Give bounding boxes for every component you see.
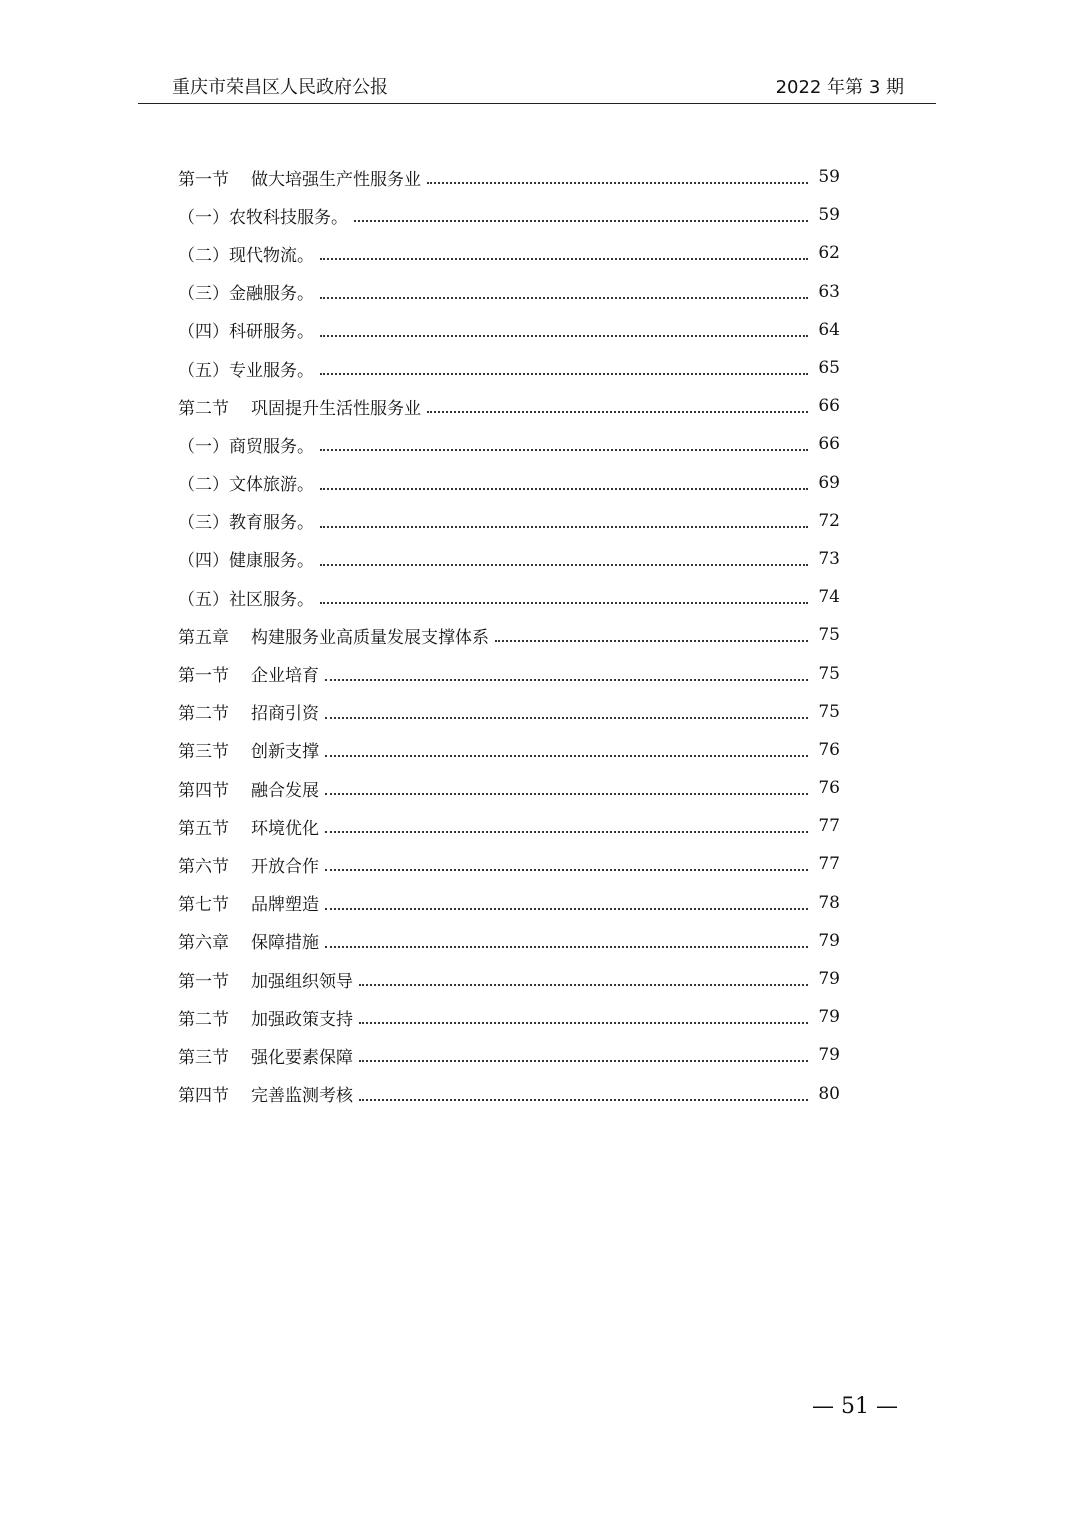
toc-entry[interactable] [178,387,840,425]
dot-leader [325,679,808,681]
toc-entry[interactable] [178,807,840,845]
dot-leader [427,182,808,184]
header-issue: 2022 年第 3 期 [775,77,904,98]
dot-leader [325,755,808,757]
toc-entry[interactable] [178,654,840,692]
toc-entry-label [178,508,314,533]
toc-entry-prefix: 第六章 [178,933,229,954]
dot-leader [325,717,808,719]
toc-entry-title: （五）专业服务。 [178,360,314,381]
toc-entry-prefix: 第一节 [178,169,229,190]
toc-entry-prefix: 第三节 [178,742,229,763]
dot-leader [325,793,808,795]
toc-entry-title: （三）教育服务。 [178,513,314,534]
toc-entry-label [178,203,348,228]
toc-entry-page: 79 [818,969,840,990]
toc-entry-page: 75 [818,663,840,684]
toc-entry-page: 62 [818,243,840,264]
page-number: — 51 — [812,1394,898,1419]
toc-entry-label [178,852,319,877]
toc-entry-page: 66 [818,434,840,455]
toc-entry-page: 77 [818,816,840,837]
toc-entry[interactable] [178,960,840,998]
toc-entry-label [178,737,319,762]
toc-entry-page: 65 [818,358,840,379]
toc-entry[interactable] [178,502,840,540]
toc-entry-label [178,890,319,915]
toc-entry-label [178,546,314,571]
toc-entry-page: 76 [818,778,840,799]
toc-entry-prefix: 第二节 [178,398,229,419]
toc-entry[interactable] [178,464,840,502]
toc-entry-page: 79 [818,930,840,951]
dot-leader [495,640,808,642]
toc-entry-title: （四）健康服务。 [178,551,314,572]
toc-entry-prefix: 第一节 [178,666,229,687]
toc-entry-label [178,661,319,686]
toc-entry-page: 76 [818,739,840,760]
toc-entry-label [178,279,314,304]
toc-entry-label [178,623,489,648]
toc-entry[interactable] [178,196,840,234]
toc-entry-title: （四）科研服务。 [178,322,314,343]
dot-leader [320,488,808,490]
toc-entry-label [178,1005,353,1030]
toc-entry-prefix: 第五节 [178,818,229,839]
header-publication-title: 重庆市荣昌区人民政府公报 [172,77,388,98]
toc-entry-label [178,1081,353,1106]
dot-leader [354,220,808,222]
toc-entry-label [178,241,314,266]
toc-entry-page: 78 [818,892,840,913]
toc-entry-prefix: 第三节 [178,1047,229,1068]
toc-entry[interactable] [178,1075,840,1113]
toc-entry-label [178,317,314,342]
toc-entry[interactable] [178,884,840,922]
toc-entry[interactable] [178,540,840,578]
toc-entry-label [178,585,314,610]
toc-entry-page: 73 [818,548,840,569]
toc-entry-prefix: 第二节 [178,704,229,725]
toc-entry[interactable] [178,769,840,807]
toc-entry[interactable] [178,273,840,311]
toc-entry[interactable] [178,234,840,272]
toc-entry-prefix: 第七节 [178,895,229,916]
toc-entry[interactable] [178,845,840,883]
toc-entry-title: （五）社区服务。 [178,589,314,610]
toc-entry-label [178,699,319,724]
dot-leader [359,1022,808,1024]
toc-entry-page: 63 [818,281,840,302]
toc-entry-label [178,814,319,839]
toc-entry-label [178,967,353,992]
toc-entry-label [178,356,314,381]
header-divider [138,103,936,104]
toc-entry-title: 环境优化 [251,818,319,839]
dot-leader [359,984,808,986]
toc-entry-title: 融合发展 [251,780,319,801]
toc-entry-label [178,928,319,953]
dot-leader [320,335,808,337]
toc-entry[interactable] [178,425,840,463]
toc-entry-prefix: 第二节 [178,1009,229,1030]
toc-entry-prefix: 第六节 [178,856,229,877]
toc-entry[interactable] [178,578,840,616]
toc-entry[interactable] [178,349,840,387]
dot-leader [325,908,808,910]
toc-entry[interactable] [178,311,840,349]
toc-entry-title: （二）文体旅游。 [178,475,314,496]
toc-entry-page: 72 [818,510,840,531]
toc-entry-label [178,470,314,495]
toc-entry-label [178,1043,353,1068]
toc-entry-title: 构建服务业高质量发展支撑体系 [251,627,489,648]
toc-entry-title: 开放合作 [251,856,319,877]
toc-entry-title: 品牌塑造 [251,895,319,916]
toc-entry-title: 招商引资 [251,704,319,725]
dot-leader [359,1060,808,1062]
toc-entry-page: 59 [818,167,840,188]
dot-leader [320,602,808,604]
toc-entry-page: 74 [818,587,840,608]
toc-entry-title: 巩固提升生活性服务业 [251,398,421,419]
dot-leader [320,373,808,375]
toc-entry[interactable] [178,731,840,769]
toc-entry-page: 77 [818,854,840,875]
dot-leader [320,258,808,260]
toc-entry-title: 保障措施 [251,933,319,954]
toc-entry-title: 企业培育 [251,666,319,687]
toc-entry-page: 79 [818,1045,840,1066]
toc-entry[interactable] [178,158,840,196]
toc-entry-page: 59 [818,205,840,226]
dot-leader [359,1099,808,1101]
toc-entry-title: 完善监测考核 [251,1086,353,1107]
toc-entry-title: （三）金融服务。 [178,284,314,305]
dot-leader [325,869,808,871]
toc-entry-label [178,432,314,457]
dot-leader [325,831,808,833]
dot-leader [320,526,808,528]
toc-entry-title: （二）现代物流。 [178,245,314,266]
toc-entry[interactable] [178,998,840,1036]
toc-entry-prefix: 第四节 [178,780,229,801]
toc-entry-title: （一）农牧科技服务。 [178,207,348,228]
dot-leader [427,411,808,413]
toc-entry-label [178,394,421,419]
toc-entry-prefix: 第四节 [178,1086,229,1107]
toc-entry-title: 加强政策支持 [251,1009,353,1030]
toc-entry[interactable] [178,693,840,731]
toc-entry-page: 64 [818,319,840,340]
toc-entry-page: 66 [818,396,840,417]
table-of-contents [178,158,840,1113]
toc-entry-page: 79 [818,1007,840,1028]
dot-leader [320,564,808,566]
dot-leader [320,297,808,299]
toc-entry-title: 加强组织领导 [251,971,353,992]
dot-leader [320,449,808,451]
toc-entry-page: 75 [818,701,840,722]
toc-entry-prefix: 第五章 [178,627,229,648]
toc-entry-label [178,776,319,801]
toc-entry-page: 69 [818,472,840,493]
toc-entry-title: 做大培强生产性服务业 [251,169,421,190]
toc-entry-page: 80 [818,1083,840,1104]
toc-entry-page: 75 [818,625,840,646]
toc-entry[interactable] [178,1036,840,1074]
toc-entry-prefix: 第一节 [178,971,229,992]
dot-leader [325,946,808,948]
toc-entry-label [178,165,421,190]
toc-entry[interactable] [178,616,840,654]
toc-entry[interactable] [178,922,840,960]
toc-entry-title: 强化要素保障 [251,1047,353,1068]
toc-entry-title: 创新支撑 [251,742,319,763]
toc-entry-title: （一）商贸服务。 [178,436,314,457]
